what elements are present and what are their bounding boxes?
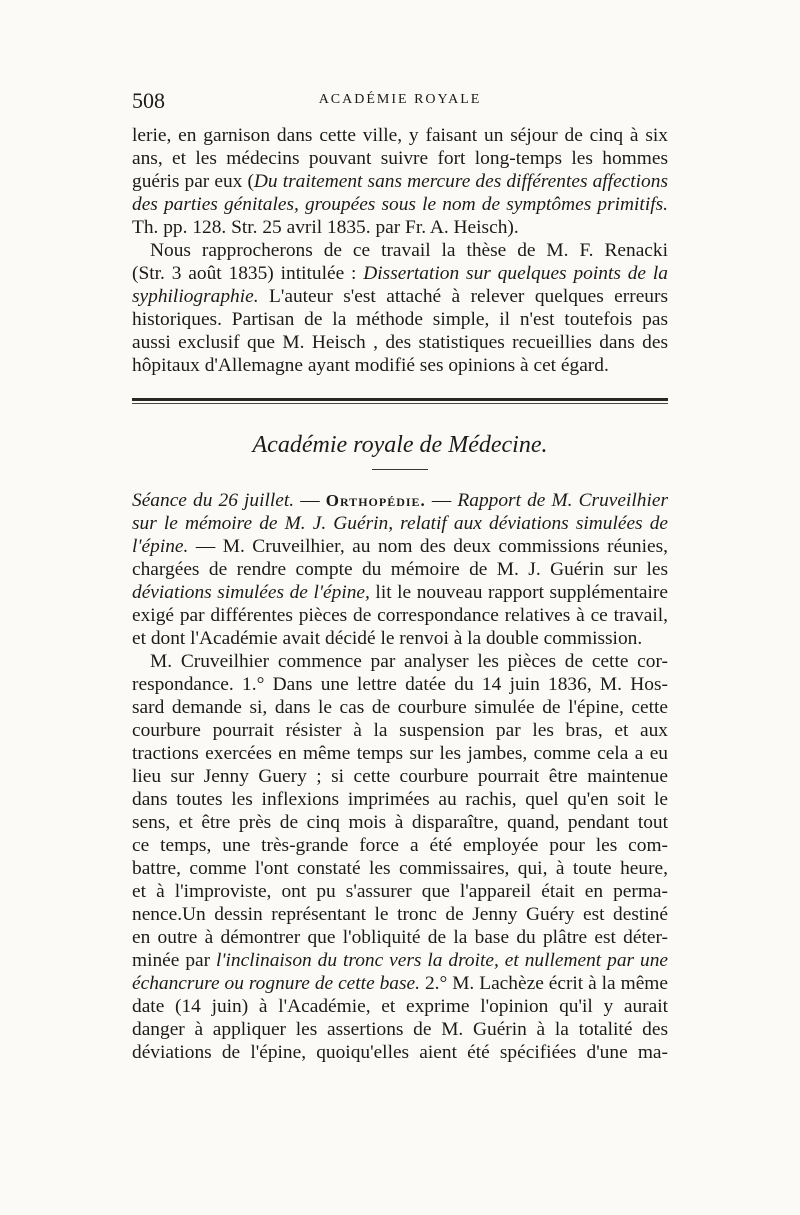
italic-text: l'inclinaison du tronc vers la droite, et nullement par une xyxy=(216,950,668,971)
text-line xyxy=(132,972,668,995)
running-head xyxy=(132,88,668,118)
text-line: historiques. Partisan de la méthode simple, il n'est toutefois pas xyxy=(132,309,668,330)
text-line: Th. pp. 128. Str. 25 avril 1835. par Fr. A. Heisch). xyxy=(132,217,519,238)
text-line: danger à appliquer les assertions de M. Guérin à la totalité des xyxy=(132,1019,668,1040)
seance-date: Séance du 26 juillet. xyxy=(132,490,295,511)
page-number: 508 xyxy=(132,88,165,113)
em-dash: — xyxy=(294,490,326,511)
text-line xyxy=(132,170,668,193)
text-line: dans toutes les inflexions imprimées au rachis, quel qu'en soit le xyxy=(132,789,668,810)
text-line: lieu sur Jenny Guery ; si cette courbure pourrait être maintenue xyxy=(132,766,668,787)
divider-thick-rule xyxy=(132,398,668,401)
text-line: respondance. 1.° Dans une lettre datée du 14 juin 1836, M. Hos- xyxy=(132,674,668,695)
italic-text: Du traitement sans mercure des différentes affections xyxy=(253,171,668,192)
section-divider xyxy=(132,398,668,406)
text-line: lerie, en garnison dans cette ville, y faisant un séjour de cinq à six xyxy=(132,125,668,146)
roman-text: lit le nouveau rapport supplémentaire xyxy=(369,582,668,603)
text-line: courbure pourrait résister à la suspension par les bras, et aux xyxy=(132,720,668,741)
roman-text: — M. Cruveilhier, au nom des deux commissions réunies, xyxy=(188,536,668,557)
italic-text: Dissertation sur quelques points de la xyxy=(363,263,668,284)
roman-text: 2.° M. Lachèze écrit à la même xyxy=(420,973,668,994)
text-line xyxy=(132,285,668,308)
running-title: ACADÉMIE ROYALE xyxy=(318,92,482,107)
paragraph-block-seance xyxy=(132,489,668,1064)
text-line: et à l'improviste, ont pu s'assurer que l'appareil était en perma- xyxy=(132,881,668,902)
text-line: ans, et les médecins pouvant suivre fort long-temps les hommes xyxy=(132,148,668,169)
divider-thin-rule xyxy=(132,403,668,404)
text-line: et dont l'Académie avait décidé le renvoi à la double commission. xyxy=(132,628,643,649)
text-line xyxy=(132,262,668,285)
roman-text: L'auteur s'est attaché à relever quelques erreurs xyxy=(258,286,668,307)
text-line: hôpitaux d'Allemagne ayant modifié ses opinions à cet égard. xyxy=(132,355,609,376)
italic-text: échancrure ou rognure de cette base. xyxy=(132,973,421,994)
italic-text: l'épine. xyxy=(132,536,189,557)
text-line xyxy=(132,512,668,535)
text-line: nence.Un dessin représentant le tronc de Jenny Guéry est destiné xyxy=(132,904,668,925)
text-line xyxy=(132,581,668,604)
text-line: sens, et être près de cinq mois à disparaître, quand, pendant tout xyxy=(132,812,668,833)
text-line: M. Cruveilhier commence par analyser les pièces de cette cor- xyxy=(150,651,668,672)
roman-text: minée par xyxy=(132,950,217,971)
text-line: battre, comme l'ont constaté les commissaires, qui, à toute heure, xyxy=(132,858,668,879)
text-line xyxy=(132,193,668,216)
section-title-rule xyxy=(372,469,428,470)
text-line: déviations de l'épine, quoiqu'elles aient été spécifiées d'une ma- xyxy=(132,1042,668,1063)
text-line-seance-heading xyxy=(132,489,668,512)
italic-text: déviations simulées de l'épine, xyxy=(132,582,370,603)
text-line: tractions exercées en même temps sur les jambes, comme cela a eu xyxy=(132,743,668,764)
text-line: date (14 juin) à l'Académie, et exprime l'opinion qu'il y aurait xyxy=(132,996,668,1017)
rapport-title: Rapport de M. Cruveilhier xyxy=(457,490,668,511)
italic-text: syphiliographie. xyxy=(132,286,259,307)
italic-text: sur le mémoire de M. J. Guérin, relatif aux déviations simulées de xyxy=(132,513,668,534)
paragraph-block-heisch-renacki xyxy=(132,124,668,377)
text-line: Nous rapprocherons de ce travail la thèse de M. F. Renacki xyxy=(150,240,668,261)
rubric-orthopedie: Orthopédie. xyxy=(325,491,426,510)
text-line xyxy=(132,949,668,972)
text-line: en outre à démontrer que l'obliquité de la base du plâtre est déter- xyxy=(132,927,668,948)
text-line xyxy=(132,535,668,558)
text-line: exigé par différentes pièces de correspondance relatives à ce travail, xyxy=(132,605,668,626)
text-line: ce temps, une très-grande force a été employée pour les com- xyxy=(132,835,668,856)
em-dash: — xyxy=(425,490,458,511)
text-line: chargées de rendre compte du mémoire de M. J. Guérin sur les xyxy=(132,559,668,580)
italic-text: des parties génitales, groupées sous le nom de symptômes primitifs. xyxy=(132,194,668,215)
roman-text: guéris par eux ( xyxy=(132,171,254,192)
section-title: Académie royale de Médecine. xyxy=(252,432,548,458)
text-line: sard demande si, dans le cas de courbure simulée de l'épine, cette xyxy=(132,697,668,718)
text-line: aussi exclusif que M. Heisch , des statistiques recueillies dans des xyxy=(132,332,668,353)
roman-text: (Str. 3 août 1835) intitulée : xyxy=(132,263,364,284)
